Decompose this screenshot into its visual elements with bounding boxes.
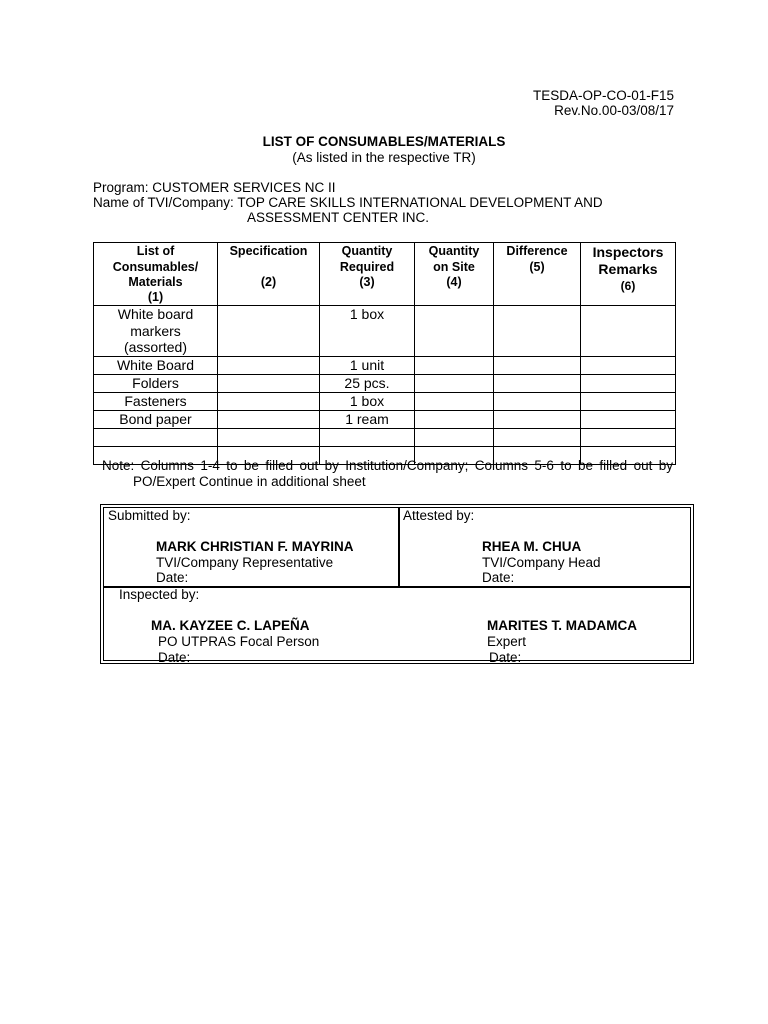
table-row	[94, 306, 676, 357]
cell-specification	[218, 357, 320, 375]
cell-quantity-required: 1 box	[320, 393, 415, 411]
cell-quantity-on-site	[415, 357, 494, 375]
header-quantity-required: Quantity Required (3)	[320, 243, 415, 306]
submitted-by-role: TVI/Company Representative	[156, 555, 334, 570]
inspector-2-name: MARITES T. MADAMCA	[487, 618, 637, 633]
inspector-1-role: PO UTPRAS Focal Person	[158, 634, 320, 649]
inspector-2-role: Expert	[487, 634, 527, 649]
tvi-line: Name of TVI/Company: TOP CARE SKILLS INTERNATIONAL DEVELOPMENT AND	[93, 195, 603, 210]
cell-difference	[494, 375, 581, 393]
table-row	[94, 375, 676, 393]
program-line: Program: CUSTOMER SERVICES NC II	[93, 180, 336, 195]
header-difference: Difference (5)	[494, 243, 581, 306]
cell-item: Folders	[94, 375, 218, 393]
attested-by-name: RHEA M. CHUA	[482, 539, 582, 554]
inspector-1-name: MA. KAYZEE C. LAPEÑA	[151, 618, 310, 633]
cell-item: Fasteners	[94, 393, 218, 411]
cell-remarks	[581, 306, 676, 357]
cell-quantity-on-site	[415, 306, 494, 357]
submitted-by-date: Date:	[156, 570, 189, 585]
header-specification: Specification (2)	[218, 243, 320, 306]
attested-by-date: Date:	[482, 570, 515, 585]
cell-difference	[494, 429, 581, 447]
cell-item: Bond paper	[94, 411, 218, 429]
consumables-table	[93, 242, 676, 465]
submitted-by-name: MARK CHRISTIAN F. MAYRINA	[156, 539, 354, 554]
table-header-row	[94, 243, 676, 306]
cell-specification	[218, 411, 320, 429]
tvi-line-continued: ASSESSMENT CENTER INC.	[247, 210, 430, 225]
cell-difference	[494, 411, 581, 429]
cell-quantity-required	[320, 429, 415, 447]
cell-quantity-on-site	[415, 429, 494, 447]
document-title: LIST OF CONSUMABLES/MATERIALS	[262, 134, 506, 149]
cell-quantity-on-site	[415, 375, 494, 393]
header-list-of-consumables: List of Consumables/ Materials (1)	[94, 243, 218, 306]
attested-by-role: TVI/Company Head	[482, 555, 601, 570]
table-row	[94, 393, 676, 411]
form-code: TESDA-OP-CO-01-F15	[532, 88, 674, 103]
inspector-1-date: Date:	[158, 650, 191, 665]
table-note	[93, 458, 673, 489]
cell-item	[94, 429, 218, 447]
table-row	[94, 429, 676, 447]
signature-divider-vertical	[398, 508, 400, 586]
cell-quantity-required: 1 ream	[320, 411, 415, 429]
submitted-by-label: Submitted by:	[108, 508, 191, 523]
attested-by-label: Attested by:	[403, 508, 475, 523]
cell-difference	[494, 306, 581, 357]
cell-difference	[494, 393, 581, 411]
cell-difference	[494, 357, 581, 375]
cell-remarks	[581, 357, 676, 375]
cell-quantity-required: 1 unit	[320, 357, 415, 375]
cell-remarks	[581, 375, 676, 393]
cell-specification	[218, 429, 320, 447]
table-row	[94, 411, 676, 429]
cell-specification	[218, 306, 320, 357]
cell-specification	[218, 393, 320, 411]
cell-quantity-required: 1 box	[320, 306, 415, 357]
inspector-2-date: Date:	[489, 650, 522, 665]
note-line-1: Note: Columns 1-4 to be filled out by Institution/Company; Columns 5-6 to be filled out by	[102, 458, 673, 473]
cell-quantity-on-site	[415, 393, 494, 411]
cell-quantity-required: 25 pcs.	[320, 375, 415, 393]
revision-number: Rev.No.00-03/08/17	[554, 103, 674, 118]
document-subtitle: (As listed in the respective TR)	[292, 150, 476, 165]
cell-item: White Board	[94, 357, 218, 375]
cell-quantity-on-site	[415, 411, 494, 429]
cell-specification	[218, 375, 320, 393]
cell-remarks	[581, 393, 676, 411]
header-inspectors-remarks: Inspectors Remarks (6)	[581, 243, 676, 306]
cell-remarks	[581, 411, 676, 429]
signature-block	[100, 504, 694, 664]
cell-item: White board markers (assorted)	[94, 306, 218, 357]
inspected-by-label: Inspected by:	[119, 587, 200, 602]
cell-remarks	[581, 429, 676, 447]
header-quantity-on-site: Quantity on Site (4)	[415, 243, 494, 306]
note-line-2: PO/Expert Continue in additional sheet	[133, 473, 366, 489]
signature-inner-frame	[103, 507, 691, 665]
table-row	[94, 357, 676, 375]
